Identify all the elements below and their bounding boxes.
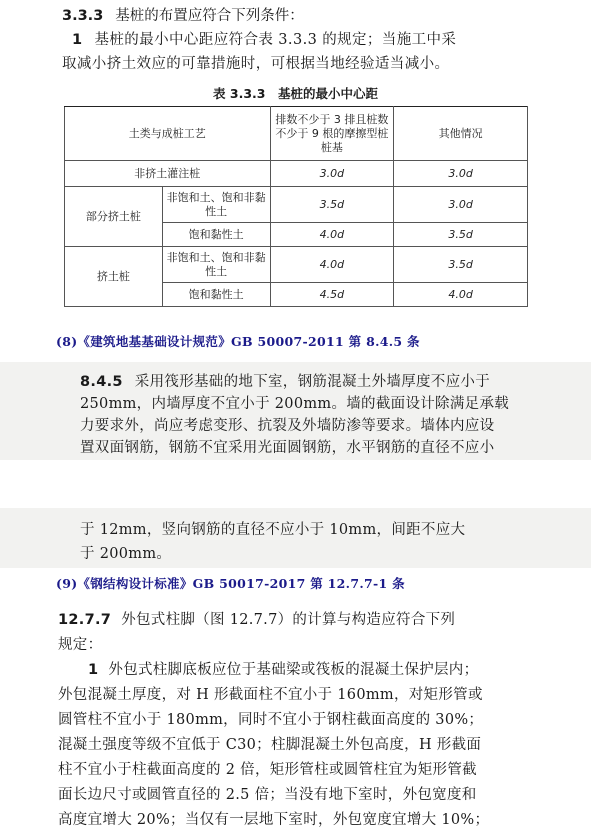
table-header-cell: 排数不少于 3 排且桩数不少于 9 根的摩擦型桩桩基: [270, 107, 394, 161]
table-cell: 4.0d: [270, 247, 394, 283]
clause-line: 250mm，内墙厚度不宜小于 200mm。墙的截面设计除满足承载: [80, 396, 510, 412]
item-text: 基桩的最小中心距应符合表 3.3.3 的规定；当施工中采: [94, 32, 457, 48]
table-cell: 3.0d: [270, 161, 394, 187]
table-cell: 3.5d: [394, 247, 528, 283]
clause-line: 面长边尺寸或圆管直径的 2.5 倍；当没有地下室时，外包宽度和: [58, 787, 477, 803]
clause-line: 规定：: [58, 637, 103, 653]
clause-line: 高度宜增大 20%；当仅有一层地下室时，外包宽度宜增大 10%；: [58, 812, 490, 828]
item-text: 外包式柱脚底板应位于基础梁或筏板的混凝土保护层内；: [108, 662, 479, 678]
clause-number: 3.3.3: [62, 8, 104, 24]
item-number: 1: [88, 662, 99, 678]
table-cell: 3.0d: [394, 161, 528, 187]
min-spacing-table: [64, 106, 528, 307]
clause-line: 混凝土强度等级不宜低于 C30；柱脚混凝土外包高度，H 形截面: [58, 737, 482, 753]
clause-line: [88, 658, 563, 684]
table-cell: 4.0d: [270, 223, 394, 247]
table-header-cell: 土类与成桩工艺: [65, 107, 271, 161]
table-cell: 非饱和土、饱和非黏性土: [162, 187, 270, 223]
section-8-4-5-continued: [0, 508, 591, 568]
clause-line: [58, 608, 563, 634]
clause-number: 8.4.5: [80, 374, 123, 390]
clause-line: 圆管柱不宜小于 180mm，同时不宜小于钢柱截面高度的 30%；: [58, 712, 484, 728]
clause-line: [80, 370, 560, 394]
section-3-3-3: [0, 0, 591, 318]
table-cell: 饱和黏性土: [162, 283, 270, 307]
table-cell: 4.5d: [270, 283, 394, 307]
clause-heading: [62, 6, 304, 26]
table-header-cell: 其他情况: [394, 107, 528, 161]
table-row: [65, 247, 528, 283]
section-12-7-7: [0, 596, 591, 836]
item-number: 1: [72, 32, 83, 48]
table-row: [65, 161, 528, 187]
table-cell: 3.5d: [394, 223, 528, 247]
table-cell: 饱和黏性土: [162, 223, 270, 247]
item-1-line-2: 取减小挤土效应的可靠措施时，可根据当地经验适当减小。: [62, 56, 450, 72]
source-caption-8: (8)《建筑地基基础设计规范》GB 50007-2011 第 8.4.5 条: [56, 334, 420, 349]
table-header-row: [65, 107, 528, 161]
section-8-4-5: [0, 362, 591, 460]
clause-heading-text: 基桩的布置应符合下列条件：: [115, 8, 304, 24]
table-cell: 部分挤土桩: [65, 187, 163, 247]
table-cell: 挤土桩: [65, 247, 163, 307]
table-cell: 4.0d: [394, 283, 528, 307]
table-cell: 非挤土灌注桩: [65, 161, 271, 187]
item-1-line-1: [72, 28, 562, 52]
clause-line: 置双面钢筋，钢筋不宜采用光面圆钢筋，水平钢筋的直径不应小: [80, 440, 495, 456]
clause-text: 外包式柱脚（图 12.7.7）的计算与构造应符合下列: [121, 612, 456, 628]
clause-line: 于 12mm，竖向钢筋的直径不应小于 10mm，间距不应大: [80, 522, 466, 538]
clause-line: 外包混凝土厚度，对 H 形截面柱不宜小于 160mm，对矩形管或: [58, 687, 483, 703]
table-cell: 3.0d: [394, 187, 528, 223]
clause-line: 力要求外，尚应考虑变形、抗裂及外墙防渗等要求。墙体内应设: [80, 418, 495, 434]
source-caption-9: (9)《钢结构设计标准》GB 50017-2017 第 12.7.7-1 条: [56, 576, 405, 591]
clause-line: 于 200mm。: [80, 546, 172, 562]
table-row: [65, 187, 528, 223]
clause-text: 采用筏形基础的地下室，钢筋混凝土外墙厚度不应小于: [134, 374, 490, 390]
table-caption: 表 3.3.3 基桩的最小中心距: [213, 86, 378, 101]
clause-number: 12.7.7: [58, 612, 112, 628]
clause-line: 柱不宜小于柱截面高度的 2 倍，矩形管柱或圆管柱宜为矩形管截: [58, 762, 477, 778]
table-cell: 非饱和土、饱和非黏性土: [162, 247, 270, 283]
table-cell: 3.5d: [270, 187, 394, 223]
